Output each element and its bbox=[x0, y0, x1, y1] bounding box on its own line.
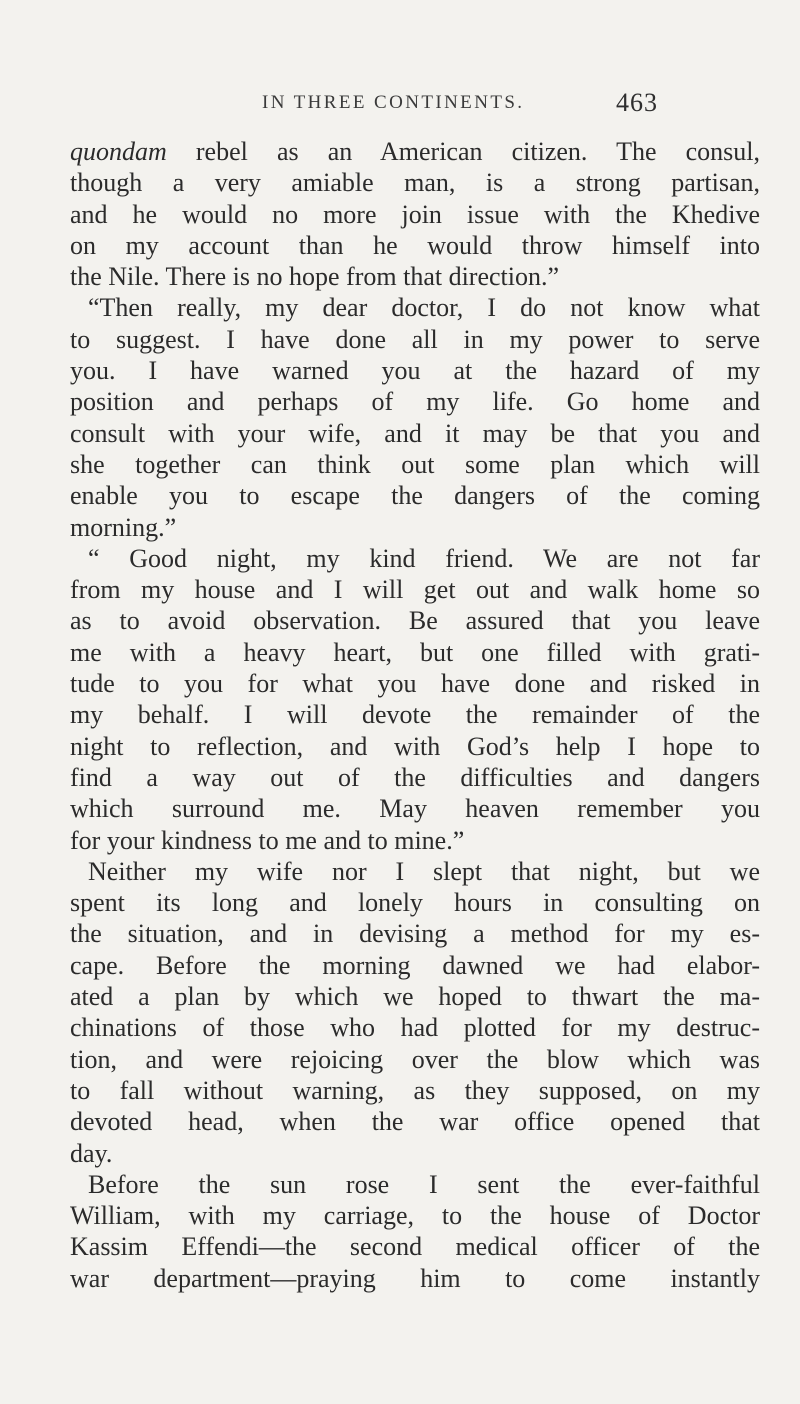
text-line bbox=[70, 199, 760, 230]
text-line bbox=[70, 1263, 760, 1294]
line-text: to suggest. I have done all in my power to serve bbox=[70, 324, 760, 354]
line-text: “Then really, my dear doctor, I do not know what bbox=[88, 293, 760, 323]
page-header bbox=[0, 88, 800, 128]
line-text: the situation, and in devising a method for my es- bbox=[70, 919, 760, 949]
line-text: she together can think out some plan which will bbox=[70, 449, 760, 479]
page-number: 463 bbox=[616, 88, 658, 117]
text-line bbox=[70, 512, 760, 543]
body-text bbox=[70, 136, 760, 1294]
line-text: enable you to escape the dangers of the coming bbox=[70, 481, 760, 511]
line-text: from my house and I will get out and walk home so bbox=[70, 575, 760, 605]
text-line bbox=[70, 230, 760, 261]
line-text: though a very amiable man, is a strong partisan, bbox=[70, 168, 760, 198]
text-line bbox=[70, 731, 760, 762]
running-head: IN THREE CONTINENTS. bbox=[262, 92, 525, 113]
text-line bbox=[70, 324, 760, 355]
line-text: my behalf. I will devote the remainder of the bbox=[70, 700, 760, 730]
text-line bbox=[70, 1200, 760, 1231]
text-line bbox=[70, 887, 760, 918]
line-text: spent its long and lonely hours in consulting on bbox=[70, 888, 760, 918]
line-text: tion, and were rejoicing over the blow which was bbox=[70, 1044, 760, 1074]
text-line bbox=[70, 950, 760, 981]
line-text: you. I have warned you at the hazard of my bbox=[70, 356, 760, 386]
line-text: the Nile. There is no hope from that direction.” bbox=[70, 262, 560, 292]
text-line bbox=[70, 574, 760, 605]
line-text: morning.” bbox=[70, 512, 177, 542]
text-line bbox=[70, 981, 760, 1012]
text-line bbox=[70, 418, 760, 449]
text-line bbox=[70, 637, 760, 668]
text-line bbox=[70, 1075, 760, 1106]
text-line bbox=[70, 1044, 760, 1075]
line-text: war department—praying him to come instantly bbox=[70, 1263, 760, 1293]
line-text: Before the sun rose I sent the ever-faithful bbox=[88, 1169, 760, 1199]
line-text: for your kindness to me and to mine.” bbox=[70, 825, 465, 855]
line-text: consult with your wife, and it may be that you and bbox=[70, 418, 760, 448]
line-text: rebel as an American citizen. The consul, bbox=[166, 137, 760, 166]
text-line bbox=[70, 167, 760, 198]
line-text: as to avoid observation. Be assured that you leave bbox=[70, 606, 760, 636]
line-text: Neither my wife nor I slept that night, but we bbox=[88, 856, 760, 886]
line-text: me with a heavy heart, but one filled with grati- bbox=[70, 637, 760, 667]
text-line bbox=[70, 668, 760, 699]
text-line bbox=[70, 793, 760, 824]
text-line bbox=[70, 543, 760, 574]
text-line bbox=[70, 136, 760, 167]
line-text: which surround me. May heaven remember you bbox=[70, 794, 760, 824]
line-text: to fall without warning, as they supposed, on my bbox=[70, 1075, 760, 1105]
text-line bbox=[70, 762, 760, 793]
line-text: ated a plan by which we hoped to thwart the ma- bbox=[70, 982, 760, 1012]
line-text: tude to you for what you have done and risked in bbox=[70, 669, 760, 699]
text-line bbox=[70, 480, 760, 511]
text-line bbox=[70, 1231, 760, 1262]
line-text: “ Good night, my kind friend. We are not far bbox=[88, 543, 760, 573]
text-line bbox=[70, 386, 760, 417]
line-text: on my account than he would throw himself into bbox=[70, 230, 760, 260]
line-text: chinations of those who had plotted for my destruc- bbox=[70, 1013, 760, 1043]
text-line bbox=[70, 1138, 760, 1169]
text-line bbox=[70, 918, 760, 949]
line-text: devoted head, when the war office opened that bbox=[70, 1107, 760, 1137]
text-line bbox=[70, 605, 760, 636]
text-line bbox=[70, 261, 760, 292]
line-text: Kassim Effendi—the second medical officer of the bbox=[70, 1232, 760, 1262]
text-line bbox=[70, 856, 760, 887]
line-text: find a way out of the difficulties and dangers bbox=[70, 762, 760, 792]
text-line bbox=[70, 1106, 760, 1137]
italic-word: quondam bbox=[70, 137, 167, 166]
text-line bbox=[70, 1012, 760, 1043]
text-line bbox=[70, 825, 760, 856]
line-text: cape. Before the morning dawned we had elabor- bbox=[70, 950, 760, 980]
text-line bbox=[70, 292, 760, 323]
text-line bbox=[70, 1169, 760, 1200]
text-line bbox=[70, 699, 760, 730]
line-text: night to reflection, and with God’s help I hope to bbox=[70, 731, 760, 761]
text-line bbox=[70, 355, 760, 386]
line-text: William, with my carriage, to the house of Doctor bbox=[70, 1201, 760, 1231]
line-text: and he would no more join issue with the Khedive bbox=[70, 199, 760, 229]
line-text: position and perhaps of my life. Go home and bbox=[70, 387, 760, 417]
line-text: day. bbox=[70, 1138, 113, 1168]
text-line bbox=[70, 449, 760, 480]
